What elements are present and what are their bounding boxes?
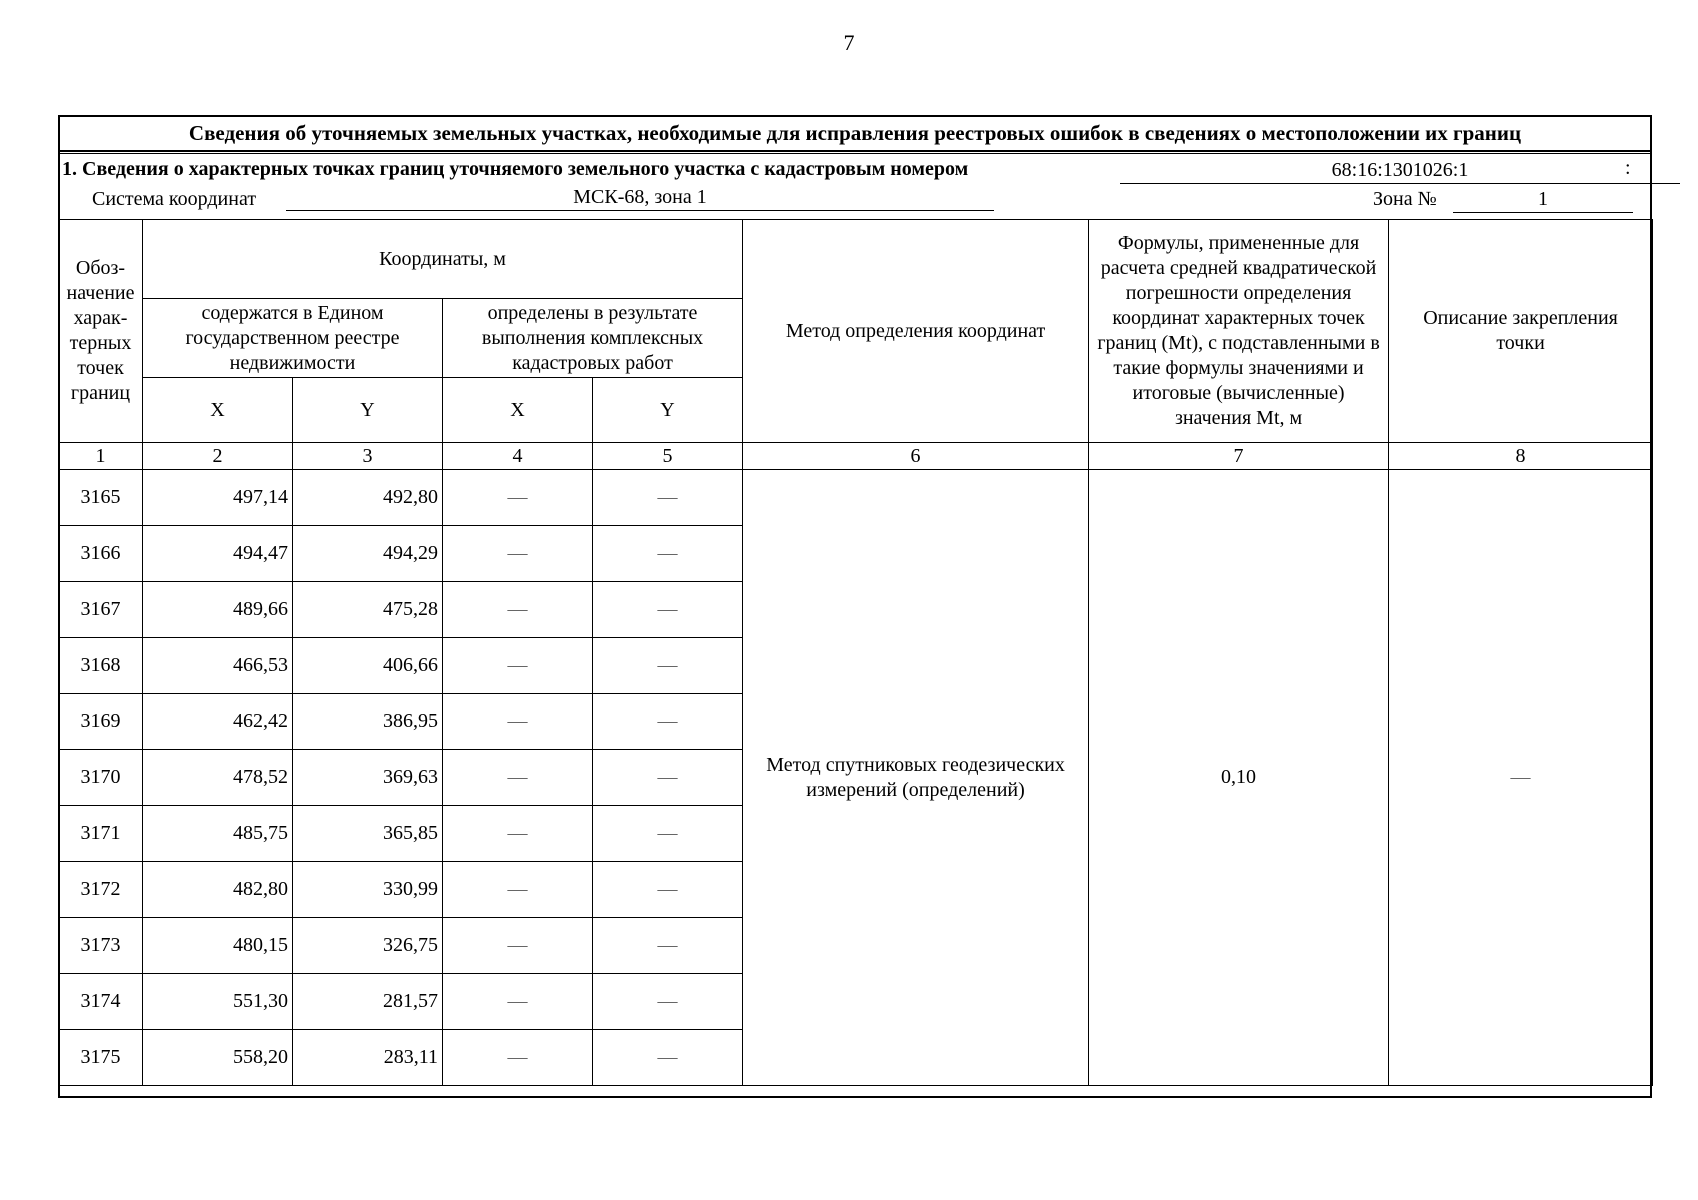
- zone-underline: [1453, 212, 1633, 213]
- point-number-cell: 3174: [59, 974, 143, 1030]
- x-complex-cell: —: [443, 470, 593, 526]
- x-egrn-cell: 462,42: [143, 694, 293, 750]
- column-number: 4: [443, 443, 593, 470]
- x-complex-cell: —: [443, 638, 593, 694]
- cadastral-number: 68:16:1301026:1: [1331, 159, 1469, 181]
- header-x-egrn: X: [143, 378, 293, 443]
- point-number-cell: 3173: [59, 918, 143, 974]
- y-complex-cell: —: [593, 1030, 743, 1086]
- document-sheet: [58, 115, 1652, 1098]
- table-row: [59, 470, 1653, 526]
- header-complex-works-coordinates: определены в результате выполнения комплексных кадастровых работ: [443, 299, 743, 378]
- y-egrn-cell: 330,99: [293, 862, 443, 918]
- y-egrn-cell: 386,95: [293, 694, 443, 750]
- column-number: 8: [1389, 443, 1653, 470]
- x-egrn-cell: 485,75: [143, 806, 293, 862]
- column-number: 2: [143, 443, 293, 470]
- column-number: 7: [1089, 443, 1389, 470]
- header-x-complex: X: [443, 378, 593, 443]
- column-number: 1: [59, 443, 143, 470]
- y-complex-cell: —: [593, 526, 743, 582]
- coordinate-system-value: МСК-68, зона 1: [573, 186, 707, 208]
- method-cell: Метод спутниковых геодезических измерений (определений): [743, 470, 1089, 1086]
- header-y-complex: Y: [593, 378, 743, 443]
- page-number: 7: [843, 30, 855, 55]
- y-egrn-cell: 406,66: [293, 638, 443, 694]
- cadastral-number-underline: [1120, 183, 1680, 184]
- x-complex-cell: —: [443, 806, 593, 862]
- x-complex-cell: —: [443, 750, 593, 806]
- y-egrn-cell: 494,29: [293, 526, 443, 582]
- coordinate-system-label: Система координат: [92, 188, 257, 210]
- point-number-cell: 3172: [59, 862, 143, 918]
- x-egrn-cell: 480,15: [143, 918, 293, 974]
- boundary-points-table: [58, 219, 1653, 1086]
- point-number-cell: 3170: [59, 750, 143, 806]
- point-number-cell: 3168: [59, 638, 143, 694]
- point-number-cell: 3165: [59, 470, 143, 526]
- point-number-cell: 3169: [59, 694, 143, 750]
- column-number: 3: [293, 443, 443, 470]
- column-number: 5: [593, 443, 743, 470]
- y-complex-cell: —: [593, 806, 743, 862]
- y-complex-cell: —: [593, 974, 743, 1030]
- y-complex-cell: —: [593, 638, 743, 694]
- y-egrn-cell: 365,85: [293, 806, 443, 862]
- header-y-egrn: Y: [293, 378, 443, 443]
- title-divider: [60, 153, 1650, 154]
- mt-value-cell: 0,10: [1089, 470, 1389, 1086]
- x-complex-cell: —: [443, 526, 593, 582]
- x-egrn-cell: 494,47: [143, 526, 293, 582]
- document-title: Сведения об уточняемых земельных участках, необходимые для исправления реестровых ошибок в сведениях о местоположении их границ: [60, 117, 1650, 152]
- x-complex-cell: —: [443, 694, 593, 750]
- y-egrn-cell: 283,11: [293, 1030, 443, 1086]
- header-coordinates: Координаты, м: [143, 220, 743, 299]
- description-cell: —: [1389, 470, 1653, 1086]
- y-egrn-cell: 475,28: [293, 582, 443, 638]
- x-complex-cell: —: [443, 862, 593, 918]
- y-egrn-cell: 326,75: [293, 918, 443, 974]
- point-number-cell: 3167: [59, 582, 143, 638]
- zone-value: 1: [1538, 188, 1548, 210]
- coordinate-system-underline: [286, 210, 994, 211]
- y-complex-cell: —: [593, 470, 743, 526]
- cadastral-colon: :: [1625, 157, 1631, 179]
- y-egrn-cell: 281,57: [293, 974, 443, 1030]
- point-number-cell: 3175: [59, 1030, 143, 1086]
- header-point-designation: Обоз-начение харак-терных точек границ: [59, 220, 143, 443]
- y-egrn-cell: 369,63: [293, 750, 443, 806]
- point-number-cell: 3166: [59, 526, 143, 582]
- x-egrn-cell: 466,53: [143, 638, 293, 694]
- zone-label: Зона №: [1373, 188, 1437, 210]
- header-description: Описание закрепления точки: [1389, 220, 1653, 443]
- y-egrn-cell: 492,80: [293, 470, 443, 526]
- point-number-cell: 3171: [59, 806, 143, 862]
- x-complex-cell: —: [443, 974, 593, 1030]
- y-complex-cell: —: [593, 750, 743, 806]
- x-complex-cell: —: [443, 918, 593, 974]
- x-complex-cell: —: [443, 582, 593, 638]
- section-heading: 1. Сведения о характерных точках границ уточняемого земельного участка с кадастровым номером: [62, 158, 969, 180]
- x-egrn-cell: 489,66: [143, 582, 293, 638]
- y-complex-cell: —: [593, 582, 743, 638]
- x-egrn-cell: 551,30: [143, 974, 293, 1030]
- column-number: 6: [743, 443, 1089, 470]
- header-formulas: Формулы, примененные для расчета средней квадратической погрешности определения координат характерных точек границ (Mt), с подставленными в такие формулы значениями и итоговые (вычисленные) значения Mt, м: [1089, 220, 1389, 443]
- y-complex-cell: —: [593, 862, 743, 918]
- x-egrn-cell: 482,80: [143, 862, 293, 918]
- x-egrn-cell: 478,52: [143, 750, 293, 806]
- y-complex-cell: —: [593, 694, 743, 750]
- x-complex-cell: —: [443, 1030, 593, 1086]
- y-complex-cell: —: [593, 918, 743, 974]
- x-egrn-cell: 497,14: [143, 470, 293, 526]
- header-egrn-coordinates: содержатся в Едином государственном реестре недвижимости: [143, 299, 443, 378]
- x-egrn-cell: 558,20: [143, 1030, 293, 1086]
- header-method: Метод определения координат: [743, 220, 1089, 443]
